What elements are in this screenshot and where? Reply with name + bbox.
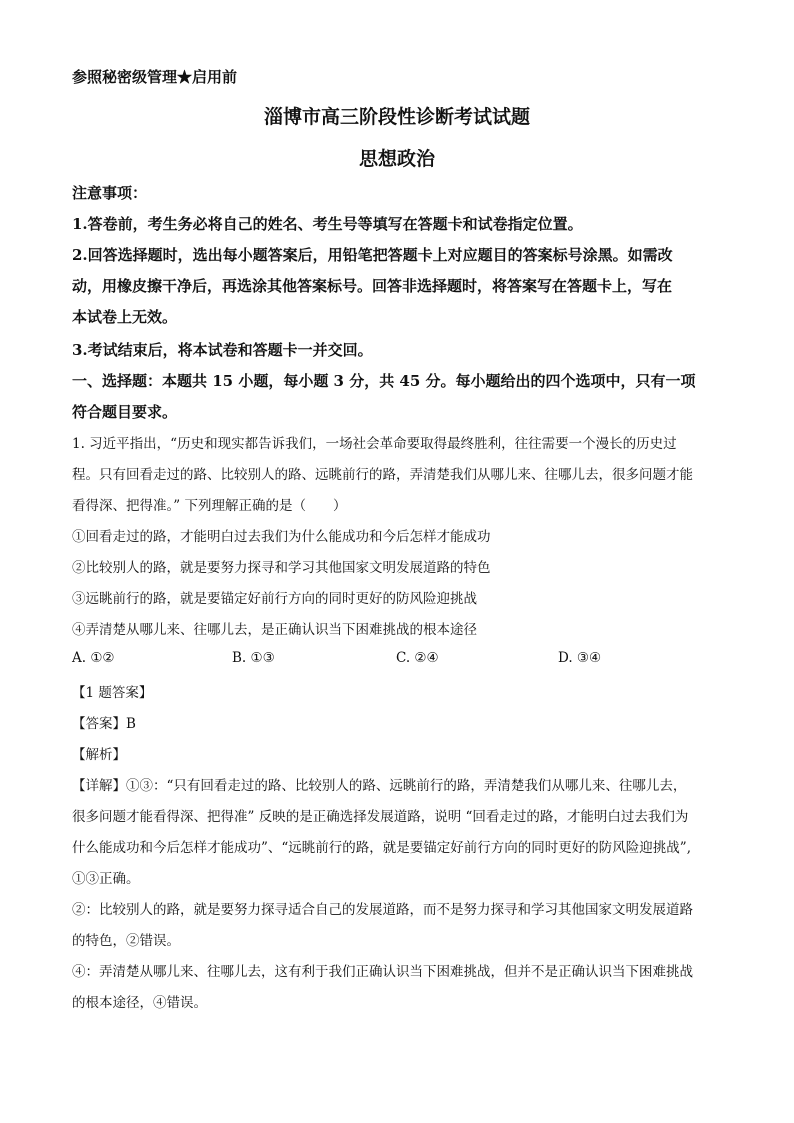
notice-item-2-line-3: 本试卷上无效。: [72, 308, 178, 326]
analysis-tag: 【解析】: [72, 747, 126, 763]
exam-title: 淄博市高三阶段性诊断考试试题: [263, 106, 530, 128]
detail-line-6: 的特色，②错误。: [72, 933, 180, 949]
notice-heading: 注意事项：: [72, 184, 148, 202]
notice-item-2-line-2: 动，用橡皮擦干净后，再选涂其他答案标号。回答非选择题时，将答案写在答题卡上，写在: [72, 277, 673, 295]
question-1-statement-1: ①回看走过的路，才能明白过去我们为什么能成功和今后怎样才能成功: [72, 529, 491, 545]
detail-line-1: 【详解】①③：“只有回看走过的路、比较别人的路、远眺前行的路，弄清楚我们从哪儿来、往哪儿去，: [72, 778, 687, 794]
classification-label: 参照秘密级管理★启用前: [72, 68, 238, 86]
option-b: B. ①③: [232, 650, 275, 666]
question-1-statement-4: ④弄清楚从哪儿来、往哪儿去，是正确认识当下困难挑战的根本途径: [72, 622, 477, 638]
notice-item-2-line-1: 2.回答选择题时，选出每小题答案后，用铅笔把答题卡上对应题目的答案标号涂黑。如需改: [72, 246, 673, 264]
detail-line-2: 很多问题才能看得深、把得准” 反映的是正确选择发展道路，说明 “回看走过的路，才能明白过去我们为: [72, 809, 689, 825]
question-1-statement-2: ②比较别人的路，就是要努力探寻和学习其他国家文明发展道路的特色: [72, 560, 491, 576]
question-1-stem-line-3: 看得深、把得准。” 下列理解正确的是（ ）: [72, 498, 347, 514]
question-1-stem-line-1: 1. 习近平指出，“历史和现实都告诉我们，一场社会革命要取得最终胜利，往往需要一个漫长的历史过: [72, 436, 677, 452]
section-heading-line-1: 一、选择题：本题共 15 小题，每小题 3 分，共 45 分。每小题给出的四个选项中，只有一项: [72, 372, 696, 390]
detail-line-5: ②：比较别人的路，就是要努力探寻适合自己的发展道路，而不是努力探寻和学习其他国家文明发展道路: [72, 902, 693, 918]
section-heading-line-2: 符合题目要求。: [72, 403, 178, 421]
question-1-statement-3: ③远眺前行的路，就是要锚定好前行方向的同时更好的防风险迎挑战: [72, 591, 477, 607]
option-d: D. ③④: [558, 650, 602, 666]
detail-line-3: 什么能成功和今后怎样才能成功”、“远眺前行的路，就是要锚定好前行方向的同时更好的防风险迎挑战”,: [72, 840, 691, 856]
detail-line-8: 的根本途径，④错误。: [72, 995, 207, 1011]
answer-value: 【答案】B: [72, 716, 136, 732]
subject-title: 思想政治: [358, 148, 435, 170]
notice-item-1: 1.答卷前，考生务必将自己的姓名、考生号等填写在答题卡和试卷指定位置。: [72, 215, 583, 233]
question-1-stem-line-2: 程。只有回看走过的路、比较别人的路、远眺前行的路，弄清楚我们从哪儿来、往哪儿去，很多问题才能: [72, 467, 693, 483]
option-c: C. ②④: [396, 650, 439, 666]
detail-line-4: ①③正确。: [72, 871, 140, 887]
notice-item-3: 3.考试结束后，将本试卷和答题卡一并交回。: [72, 341, 373, 359]
option-a: A. ①②: [72, 650, 115, 666]
detail-line-7: ④：弄清楚从哪儿来、往哪儿去，这有利于我们正确认识当下困难挑战，但并不是正确认识当下困难挑战: [72, 964, 693, 980]
answer-tag: 【1 题答案】: [72, 685, 153, 701]
